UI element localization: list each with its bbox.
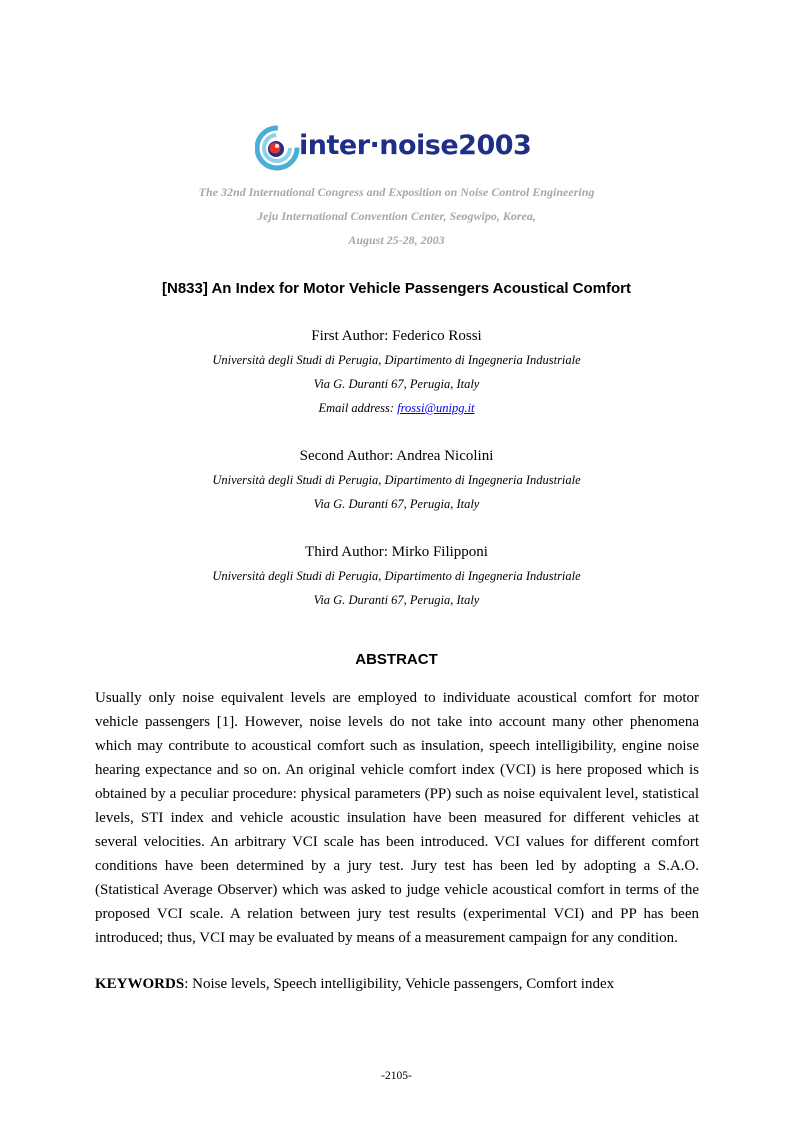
conference-logo — [255, 120, 545, 178]
logo-wordmark: inter·noise2003 — [299, 130, 532, 161]
email-link[interactable]: frossi@unipg.it — [397, 401, 475, 415]
conference-venue: Jeju International Convention Center, Seogwipo, Korea, — [257, 209, 536, 223]
second-author: Second Author: Andrea Nicolini — [299, 448, 494, 464]
conference-name: The 32nd International Congress and Exposition on Noise Control Engineering — [198, 185, 595, 199]
first-author-affiliation: Università degli Studi di Perugia, Dipartimento di Ingegneria Industriale — [212, 353, 581, 367]
abstract-text: Usually only noise equivalent levels are employed to individuate acoustical comfort for motor vehicle passengers [1]. However, noise levels do not take into account many other phenomena which may contribute to acoustical comfort such as insulation, speech intelligibility, engine noise hearing expectance and so on. An original vehicle comfort index (VCI) is here proposed which is obtained by a peculiar procedure: physical parameters (PP) such as noise equivalent level, statistical levels, STI index and vehicle acoustic insulation have been measured for different vehicles at several velocities. An arbitrary VCI scale has been introduced. VCI values for different comfort conditions have been determined by a jury test. Jury test has been led by adopting a S.A.O. (Statistical Average Observer) which was asked to judge vehicle acoustical comfort in terms of the proposed VCI scale. A relation between jury test results (experimental VCI) and PP has been introduced; thus, VCI may be evaluated by means of a measurement campaign for any condition. — [95, 690, 699, 946]
keywords-line — [95, 972, 699, 996]
third-author-affiliation: Università degli Studi di Perugia, Dipartimento di Ingegneria Industriale — [212, 569, 581, 583]
paper-title: [N833] An Index for Motor Vehicle Passengers Acoustical Comfort — [162, 280, 631, 297]
first-author-address: Via G. Duranti 67, Perugia, Italy — [313, 377, 480, 391]
logo-swirl-icon — [255, 120, 301, 178]
third-author-address: Via G. Duranti 67, Perugia, Italy — [313, 593, 480, 607]
first-author-email-line — [0, 401, 793, 416]
abstract-heading: ABSTRACT — [355, 651, 438, 668]
second-author-address: Via G. Duranti 67, Perugia, Italy — [313, 497, 480, 511]
page-number: -2105- — [381, 1070, 412, 1082]
conference-dates: August 25-28, 2003 — [348, 233, 445, 247]
first-author: First Author: Federico Rossi — [311, 328, 482, 344]
keywords-label: KEYWORDS — [95, 976, 185, 992]
keywords-list: : Noise levels, Speech intelligibility, Vehicle passengers, Comfort index — [184, 976, 615, 992]
second-author-affiliation: Università degli Studi di Perugia, Dipartimento di Ingegneria Industriale — [212, 473, 581, 487]
email-label: Email address: — [318, 401, 395, 415]
third-author: Third Author: Mirko Filipponi — [305, 544, 488, 560]
